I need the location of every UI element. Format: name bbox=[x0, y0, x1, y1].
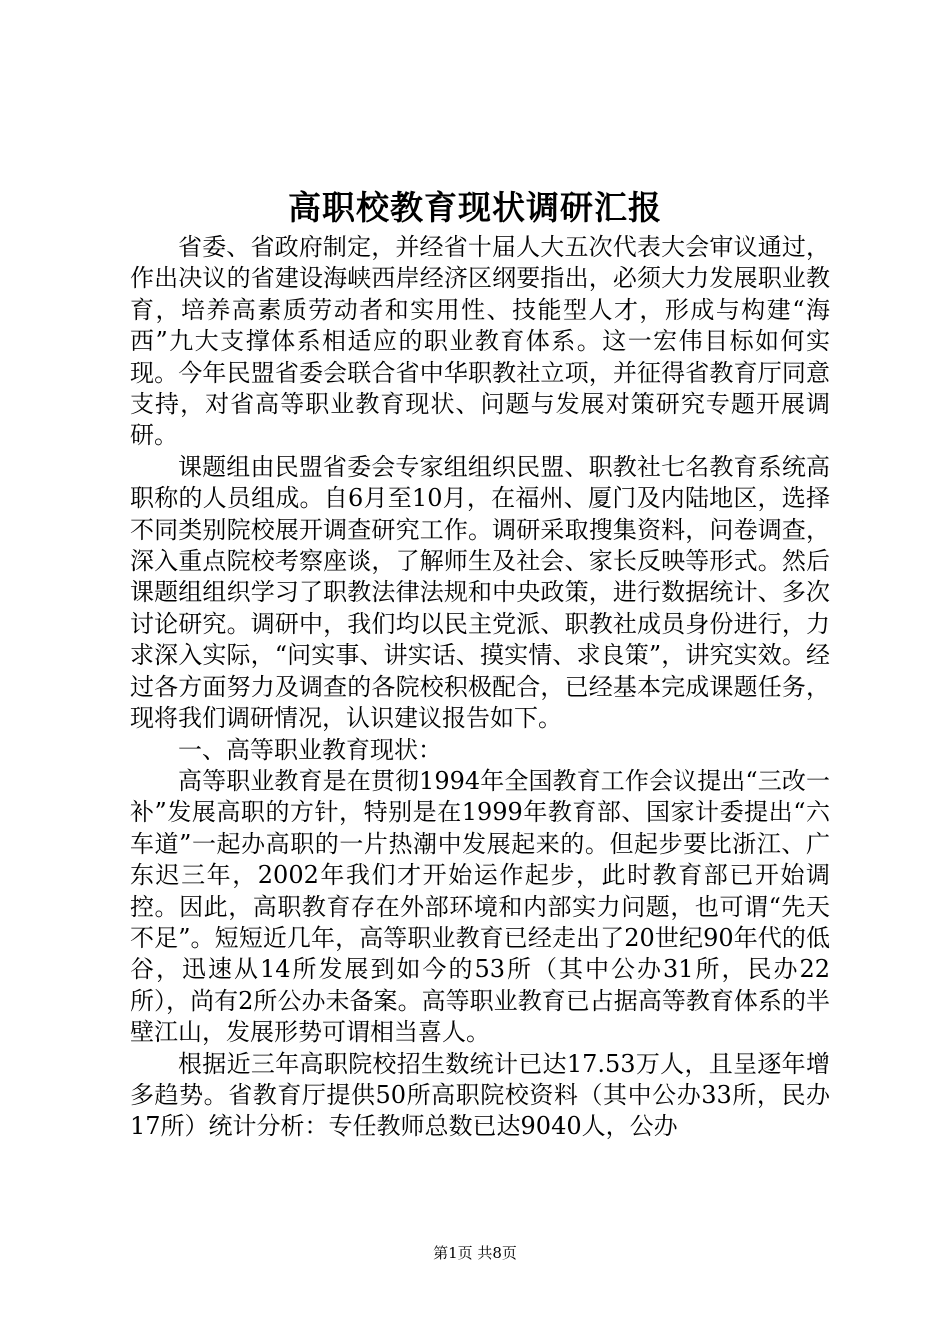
paragraph: 高等职业教育是在贯彻1994年全国教育工作会议提出“三改一补”发展高职的方针，特别是在1999年教育部、国家计委提出“六车道”一起办高职的一片热潮中发展起来的。但起步要比浙江、广东迟三年，2002年我们才开始运作起步，此时教育部已开始调控。因此，高职教育存在外部环境和内部实力问题，也可谓“先天不足”。短短近几年，高等职业教育已经走出了20世纪90年代的低谷，迅速从14所发展到如今的53所（其中公办31所，民办22所），尚有2所公办未备案。高等职业教育已占据高等教育体系的半壁江山，发展形势可谓相当喜人。 bbox=[130, 766, 830, 1047]
section-heading: 一、高等职业教育现状： bbox=[178, 735, 442, 764]
paragraph: 课题组由民盟省委会专家组组织民盟、职教社七名教育系统高职称的人员组成。自6月至10月，在福州、厦门及内陆地区，选择不同类别院校展开调查研究工作。调研采取搜集资料，问卷调查，深入重点院校考察座谈，了解师生及社会、家长反映等形式。然后课题组组织学习了职教法律法规和中央政策，进行数据统计、多次讨论研究。调研中，我们均以民主党派、职教社成员身份进行，力求深入实际，“问实事、讲实话、摸实情、求良策”，讲究实效。经过各方面努力及调查的各院校积极配合，已经基本完成课题任务，现将我们调研情况，认识建议报告如下。 bbox=[130, 452, 830, 733]
paragraph: 省委、省政府制定，并经省十届人大五次代表大会审议通过，作出决议的省建设海峡西岸经济区纲要指出，必须大力发展职业教育，培养高素质劳动者和实用性、技能型人才，形成与构建“海西”九大支撑体系相适应的职业教育体系。这一宏伟目标如何实现。今年民盟省委会联合省中华职教社立项，并征得省教育厅同意支持，对省高等职业教育现状、问题与发展对策研究专题开展调研。 bbox=[130, 233, 830, 450]
document-title: 高职校教育现状调研汇报 bbox=[288, 188, 662, 227]
page-footer: 第1页 共8页 bbox=[433, 1244, 517, 1262]
document-body bbox=[130, 232, 830, 1143]
paragraph: 根据近三年高职院校招生数统计已达17.53万人，且呈逐年增多趋势。省教育厅提供50所高职院校资料（其中公办33所，民办17所）统计分析：专任教师总数已达9040人，公办 bbox=[130, 1049, 830, 1141]
